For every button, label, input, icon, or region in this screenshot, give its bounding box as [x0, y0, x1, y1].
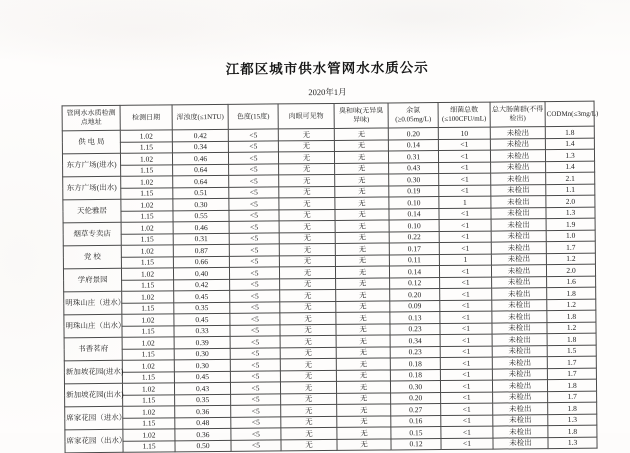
data-cell: 无	[279, 209, 335, 221]
data-cell: 0.64	[173, 164, 229, 176]
location-cell: 东方广场(出水)	[63, 176, 121, 200]
data-cell: 0.30	[174, 359, 230, 371]
data-cell: 0.43	[174, 382, 230, 394]
column-header: 检测日期	[120, 105, 172, 130]
data-cell: 未检出	[491, 161, 546, 173]
data-cell: 1.4	[545, 138, 594, 150]
data-cell: 1.15	[121, 164, 173, 176]
column-header: 肉眼可见物	[278, 103, 334, 128]
data-cell: 无	[279, 266, 335, 278]
data-cell: 0.42	[172, 129, 228, 141]
data-cell: <5	[229, 221, 279, 233]
data-cell: 1.8	[547, 379, 596, 391]
data-cell: 无	[279, 197, 335, 209]
data-cell: <5	[230, 336, 280, 348]
data-cell: 无	[279, 186, 335, 198]
data-cell: 无	[334, 151, 388, 163]
data-cell: 1.02	[120, 153, 172, 165]
data-cell: 1.15	[120, 141, 172, 153]
data-cell: 无	[280, 301, 336, 313]
data-cell: 1.2	[547, 322, 596, 334]
data-cell: 无	[335, 243, 389, 255]
data-cell: 1.7	[547, 356, 596, 368]
column-header: CODMn(≤3mg/L)	[545, 101, 594, 126]
data-cell: <5	[230, 382, 280, 394]
location-cell: 明珠山庄（进水）	[64, 291, 122, 315]
location-cell: 东方广场(进水)	[62, 153, 120, 177]
location-cell: 供 电 局	[62, 130, 120, 154]
data-cell: 无	[280, 278, 336, 290]
data-cell: 未检出	[491, 196, 546, 208]
data-cell: 无	[335, 208, 389, 220]
data-cell: 0.45	[174, 371, 230, 383]
data-cell: 0.23	[390, 346, 440, 358]
data-cell: 无	[280, 358, 336, 370]
data-cell: 无	[335, 162, 389, 174]
data-cell: <5	[231, 439, 281, 451]
data-cell: <1	[439, 162, 491, 174]
data-cell: 2.0	[546, 195, 595, 207]
data-cell: 1.02	[121, 268, 173, 280]
data-cell: 0.12	[391, 438, 441, 450]
data-cell: 未检出	[491, 184, 546, 196]
data-cell: <5	[230, 359, 280, 371]
data-cell: 1.5	[547, 345, 596, 357]
location-cell: 新加坡花园(出水)	[64, 383, 122, 407]
data-cell: 无	[281, 404, 337, 416]
data-cell: 0.46	[173, 221, 229, 233]
data-cell: 1.7	[546, 241, 595, 253]
data-cell: 无	[336, 277, 390, 289]
column-header: 浑浊度(≤1NTU)	[172, 104, 228, 129]
data-cell: 未检出	[491, 219, 546, 231]
data-cell: 0.12	[390, 277, 440, 289]
data-cell: 无	[335, 197, 389, 209]
data-cell: 无	[280, 335, 336, 347]
location-cell: 烟草专卖店	[63, 222, 121, 246]
data-cell: <1	[440, 323, 492, 335]
data-cell: 无	[336, 323, 390, 335]
data-cell: 无	[280, 370, 336, 382]
data-cell: 未检出	[492, 334, 547, 346]
data-cell: 1.02	[122, 314, 174, 326]
data-cell: <5	[230, 301, 280, 313]
data-cell: 0.20	[388, 128, 438, 140]
data-cell: 1.15	[123, 440, 175, 452]
data-cell: <1	[438, 150, 490, 162]
data-cell: 1.2	[547, 299, 596, 311]
data-cell: 1.3	[545, 149, 594, 161]
data-cell: <1	[439, 265, 491, 277]
data-cell: <1	[439, 231, 491, 243]
data-cell: 无	[279, 220, 335, 232]
data-cell: 1.4	[546, 161, 595, 173]
data-cell: <5	[230, 324, 280, 336]
data-cell: 未检出	[490, 127, 545, 139]
data-cell: 1.9	[546, 218, 595, 230]
data-cell: 0.33	[174, 325, 230, 337]
data-cell: 0.30	[174, 348, 230, 360]
data-cell: 0.31	[388, 151, 438, 163]
data-cell: 无	[279, 174, 335, 186]
data-cell: 1.8	[547, 287, 596, 299]
data-cell: 1.8	[545, 126, 594, 138]
data-cell: 未检出	[492, 311, 547, 323]
data-cell: 未检出	[492, 357, 547, 369]
data-cell: <1	[440, 346, 492, 358]
data-cell: 0.13	[390, 312, 440, 324]
data-cell: 无	[279, 163, 335, 175]
data-cell: <5	[229, 186, 279, 198]
data-cell: 1.8	[547, 310, 596, 322]
data-cell: 0.20	[391, 392, 441, 404]
data-cell: 0.35	[174, 302, 230, 314]
data-cell: 10	[438, 127, 490, 139]
data-cell: 未检出	[492, 276, 547, 288]
data-cell: 未检出	[492, 345, 547, 357]
data-cell: 1.02	[121, 245, 173, 257]
data-cell: 0.31	[173, 233, 229, 245]
data-cell: 无	[281, 393, 337, 405]
data-cell: 无	[280, 312, 336, 324]
data-cell: 0.30	[173, 198, 229, 210]
location-cell: 席家花园（出水）	[65, 429, 123, 453]
data-cell: 1.6	[547, 276, 596, 288]
data-cell: 未检出	[490, 150, 545, 162]
location-cell: 党 校	[63, 245, 121, 269]
data-cell: <1	[441, 403, 493, 415]
data-cell: 未检出	[491, 207, 546, 219]
data-cell: 未检出	[491, 173, 546, 185]
data-cell: 0.34	[172, 141, 228, 153]
data-cell: 0.51	[173, 187, 229, 199]
data-cell: 0.17	[389, 243, 439, 255]
location-cell: 明珠山庄（出水）	[64, 314, 122, 338]
data-cell: 1.02	[121, 199, 173, 211]
data-cell: 未检出	[492, 288, 547, 300]
report-month: 2020年1月	[308, 86, 347, 98]
data-cell: <1	[439, 173, 491, 185]
data-cell: <1	[441, 426, 493, 438]
data-cell: 1.02	[121, 176, 173, 188]
data-cell: <5	[230, 313, 280, 325]
data-cell: 未检出	[492, 368, 547, 380]
data-cell: 1.0	[546, 230, 595, 242]
data-cell: 1.8	[548, 425, 597, 437]
data-cell: <5	[230, 290, 280, 302]
data-cell: <1	[440, 357, 492, 369]
location-cell: 席家花园（进水）	[65, 406, 123, 430]
table-body	[62, 126, 597, 453]
data-cell: 无	[278, 140, 334, 152]
data-cell: 未检出	[493, 426, 548, 438]
data-cell: <5	[228, 140, 278, 152]
data-cell: 0.39	[174, 336, 230, 348]
data-cell: <1	[441, 415, 493, 427]
data-cell: 1.1	[546, 184, 595, 196]
data-cell: 1.02	[123, 429, 175, 441]
data-cell: <5	[229, 232, 279, 244]
data-cell: 未检出	[492, 380, 547, 392]
data-cell: <5	[228, 129, 278, 141]
data-cell: 0.27	[391, 404, 441, 416]
data-cell: 无	[335, 185, 389, 197]
data-cell: 1.02	[120, 130, 172, 142]
data-cell: 无	[335, 266, 389, 278]
data-cell: 无	[280, 381, 336, 393]
data-cell: <1	[441, 438, 493, 450]
location-cell: 天伦雅居	[63, 199, 121, 223]
data-cell: 未检出	[490, 138, 545, 150]
location-cell: 新加坡花园(进水)	[64, 360, 122, 384]
data-cell: 1.3	[548, 437, 597, 449]
data-cell: 0.46	[172, 152, 228, 164]
data-cell: <5	[229, 244, 279, 256]
document-content	[61, 0, 597, 453]
data-cell: <1	[440, 380, 492, 392]
data-cell: <5	[230, 347, 280, 359]
data-cell: <5	[231, 405, 281, 417]
column-header: 余氯(≥0.05mg/L)	[388, 103, 438, 128]
data-cell: <5	[229, 209, 279, 221]
data-cell: 无	[336, 369, 390, 381]
column-header: 管网水水质检测点地址	[62, 105, 120, 131]
data-cell: <5	[229, 163, 279, 175]
data-cell: 1.15	[123, 417, 175, 429]
data-cell: 未检出	[493, 437, 548, 449]
data-cell: <5	[229, 255, 279, 267]
data-cell: <5	[231, 428, 281, 440]
data-cell: 无	[337, 392, 391, 404]
data-cell: <5	[230, 278, 280, 290]
data-cell: 1.15	[121, 187, 173, 199]
data-cell: 0.87	[173, 244, 229, 256]
data-cell: 无	[336, 335, 390, 347]
data-cell: 0.40	[173, 267, 229, 279]
data-cell: 0.14	[389, 266, 439, 278]
data-cell: 无	[336, 358, 390, 370]
data-cell: 2.1	[546, 172, 595, 184]
data-cell: 无	[336, 381, 390, 393]
data-cell: 1.02	[122, 337, 174, 349]
data-cell: 无	[280, 324, 336, 336]
data-cell: <5	[229, 198, 279, 210]
data-cell: 0.36	[175, 428, 231, 440]
location-cell: 学府景园	[63, 268, 121, 292]
data-cell: 1.3	[548, 414, 597, 426]
data-cell: 0.66	[173, 256, 229, 268]
data-cell: 0.36	[175, 405, 231, 417]
data-cell: 未检出	[491, 242, 546, 254]
data-cell: 无	[281, 416, 337, 428]
data-cell: 0.35	[175, 394, 231, 406]
data-cell: 1.15	[122, 348, 174, 360]
data-cell: 1.7	[547, 368, 596, 380]
data-cell: 未检出	[493, 391, 548, 403]
data-cell: 1.3	[546, 207, 595, 219]
data-cell: <5	[230, 370, 280, 382]
data-cell: 无	[337, 438, 391, 450]
data-cell: 1.7	[548, 391, 597, 403]
data-cell: 0.30	[389, 174, 439, 186]
data-cell: 1.15	[122, 325, 174, 337]
data-cell: 无	[279, 232, 335, 244]
data-cell: 1	[439, 254, 491, 266]
data-cell: 0.42	[174, 279, 230, 291]
data-cell: 1.15	[121, 256, 173, 268]
data-cell: <1	[439, 219, 491, 231]
data-cell: 1.15	[121, 210, 173, 222]
data-cell: <1	[439, 208, 491, 220]
data-cell: 0.16	[391, 415, 441, 427]
data-cell: <1	[439, 242, 491, 254]
data-cell: 0.14	[388, 139, 438, 151]
data-cell: <1	[440, 288, 492, 300]
data-cell: 未检出	[493, 414, 548, 426]
data-cell: 0.64	[173, 175, 229, 187]
data-cell: <5	[231, 416, 281, 428]
data-cell: 未检出	[492, 322, 547, 334]
data-cell: 0.11	[389, 254, 439, 266]
data-cell: 无	[280, 347, 336, 359]
data-cell: <1	[440, 369, 492, 381]
data-cell: <5	[228, 152, 278, 164]
data-cell: 无	[335, 220, 389, 232]
data-cell: 未检出	[491, 253, 546, 265]
data-cell: <1	[439, 185, 491, 197]
data-cell: 0.18	[390, 369, 440, 381]
data-cell: 无	[335, 231, 389, 243]
data-cell: 1.8	[547, 333, 596, 345]
data-cell: 无	[336, 289, 390, 301]
data-cell: 1.8	[548, 402, 597, 414]
data-cell: 1.02	[121, 222, 173, 234]
data-cell: 未检出	[491, 265, 546, 277]
data-cell: 未检出	[492, 299, 547, 311]
data-cell: 无	[337, 404, 391, 416]
data-cell: 0.10	[389, 220, 439, 232]
data-cell: 1.02	[123, 406, 175, 418]
data-cell: 无	[278, 128, 334, 140]
data-cell: <1	[438, 139, 490, 151]
data-cell: 1.15	[121, 233, 173, 245]
data-cell: <1	[441, 392, 493, 404]
water-quality-table	[62, 101, 598, 453]
data-cell: 0.20	[390, 289, 440, 301]
data-cell: 无	[335, 254, 389, 266]
data-cell: 无	[337, 415, 391, 427]
data-cell: 未检出	[491, 230, 546, 242]
data-cell: <5	[229, 267, 279, 279]
column-header: 细菌总数(≤100CFU/mL)	[438, 102, 490, 127]
data-cell: <1	[440, 300, 492, 312]
data-cell: 无	[335, 174, 389, 186]
data-cell: 无	[337, 427, 391, 439]
column-header: 臭和味(无异臭异味)	[334, 103, 388, 128]
data-cell: 0.15	[391, 427, 441, 439]
data-cell: <5	[231, 393, 281, 405]
data-cell: 2.0	[546, 264, 595, 276]
data-cell: 0.14	[389, 208, 439, 220]
page-title: 江都区城市供水管网水水质公示	[225, 60, 429, 78]
data-cell: 0.22	[389, 231, 439, 243]
data-cell: 1	[439, 196, 491, 208]
data-cell: 1.15	[122, 371, 174, 383]
data-cell: 0.34	[390, 335, 440, 347]
data-cell: 1.02	[122, 360, 174, 372]
data-cell: 0.45	[174, 313, 230, 325]
data-cell: 无	[280, 289, 336, 301]
data-cell: 0.48	[175, 417, 231, 429]
data-cell: 1.02	[122, 291, 174, 303]
data-cell: 无	[279, 255, 335, 267]
data-cell: 0.09	[390, 300, 440, 312]
data-cell: 未检出	[493, 403, 548, 415]
data-cell: 无	[336, 346, 390, 358]
data-cell: 0.18	[390, 358, 440, 370]
data-cell: 0.55	[173, 210, 229, 222]
data-cell: 1.15	[122, 279, 174, 291]
location-cell: 书香茗府	[64, 337, 122, 361]
data-cell: 1.2	[546, 253, 595, 265]
data-cell: 1.15	[123, 394, 175, 406]
data-cell: 1.02	[122, 383, 174, 395]
data-cell: 0.43	[389, 162, 439, 174]
data-cell: 无	[281, 439, 337, 451]
data-cell: <5	[229, 175, 279, 187]
data-cell: <1	[440, 277, 492, 289]
data-cell: 1.15	[122, 302, 174, 314]
data-cell: 0.30	[390, 381, 440, 393]
data-cell: 无	[279, 243, 335, 255]
column-header: 总大肠菌群(不得检出)	[490, 102, 545, 127]
data-cell: <1	[440, 311, 492, 323]
data-cell: 无	[281, 427, 337, 439]
data-cell: 0.23	[390, 323, 440, 335]
data-cell: 无	[334, 139, 388, 151]
column-header: 色度(15度)	[228, 104, 278, 129]
data-cell: 0.10	[389, 197, 439, 209]
data-cell: 0.50	[175, 440, 231, 452]
data-cell: 无	[336, 300, 390, 312]
data-cell: 无	[278, 151, 334, 163]
data-cell: <1	[440, 334, 492, 346]
data-cell: 0.19	[389, 185, 439, 197]
data-cell: 无	[336, 312, 390, 324]
data-cell: 0.45	[174, 290, 230, 302]
data-cell: 无	[334, 128, 388, 140]
